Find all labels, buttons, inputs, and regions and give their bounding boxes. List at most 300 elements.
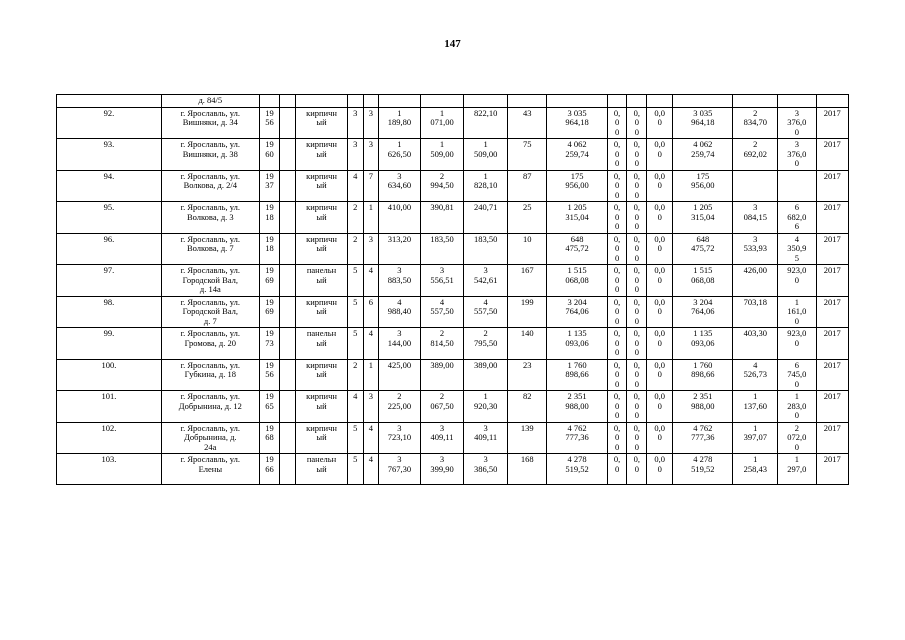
plan-year-cell-line: 2017 (823, 139, 841, 149)
total-area-cell-line: 767,30 (387, 463, 412, 474)
fund-cell-2-line: 0 (634, 158, 639, 168)
fund-cell-2-line: 0 (634, 126, 639, 137)
fund-cell-2-line: 0 (634, 274, 639, 285)
repair-cost-cell-line: 475,72 (565, 243, 589, 253)
living-area-cell-line: 1 (439, 107, 445, 118)
residential-area-cell (464, 202, 508, 234)
fund-cell-1 (607, 107, 627, 139)
total-area-cell-line: 3 (397, 265, 402, 275)
fund-cell-3 (647, 422, 673, 454)
total-area-cell-line: 988,40 (387, 306, 412, 316)
total-area-cell-line: 634,60 (387, 180, 412, 190)
fund-cell-1-line: 0, (613, 422, 621, 433)
living-area-cell (420, 170, 464, 202)
unit-cost-cell-line: 426,00 (743, 265, 767, 275)
empty-cell (280, 454, 296, 485)
empty-cell (280, 202, 296, 234)
build-year-cell-line: 19 (265, 265, 274, 275)
fund-cell-2-line: 0 (634, 189, 639, 200)
limit-cost-cell-line: 376,0 (787, 148, 807, 159)
fund-cell-2-line: 0 (634, 432, 639, 442)
entrances-cell (363, 328, 379, 360)
fund-cell-1-line: 0 (614, 180, 620, 190)
living-area-cell-line: 994,50 (430, 180, 454, 190)
owners-cost-cell (673, 422, 733, 454)
fund-cell-1-line: 0 (614, 306, 620, 316)
residents-cell-line: 167 (520, 265, 534, 275)
build-year-cell (259, 202, 280, 234)
fund-cell-2-line: 0 (634, 221, 639, 231)
total-area-cell-line: 1 (397, 139, 402, 149)
residential-area-cell (464, 107, 508, 139)
fund-cell-2-line: 0, (633, 139, 641, 149)
total-area-cell (379, 170, 421, 202)
table-row (57, 107, 849, 139)
entrances-cell-line: 3 (368, 391, 373, 401)
plan-year-cell (816, 422, 848, 454)
owners-cost-cell (673, 233, 733, 265)
limit-cost-cell-line: 0 (794, 441, 799, 452)
limit-cost-cell-line: 4 (794, 233, 799, 244)
residents-cell (507, 296, 546, 328)
table-row (57, 328, 849, 360)
living-area-cell-line: 071,00 (430, 117, 454, 127)
owners-cost-cell-line: 259,74 (691, 148, 715, 159)
fund-cell-3-line: 0,0 (654, 139, 665, 149)
residents-cell (507, 233, 546, 265)
address-cell-line: г. Ярославль, ул. (180, 328, 241, 338)
row-number-cell (57, 359, 162, 391)
wall-material-cell-line: кирпичн (306, 202, 337, 212)
address-cell (161, 359, 259, 391)
living-area-cell-line: 067,50 (430, 400, 454, 411)
fund-cell-2-line: 0 (634, 148, 639, 159)
row-number-cell-line: 92. (103, 107, 115, 118)
wall-material-cell-line: ый (316, 274, 327, 285)
fund-cell-2-line: 0, (633, 296, 641, 307)
build-year-cell-line: 69 (265, 274, 274, 285)
fund-cell-1 (607, 139, 627, 171)
owners-cost-cell-line: 964,18 (691, 117, 715, 127)
address-cell (161, 233, 259, 265)
living-area-cell-line: 390,81 (430, 202, 454, 212)
total-area-cell (379, 296, 421, 328)
entrances-cell (363, 170, 379, 202)
fund-cell-2-line: 0 (634, 252, 639, 263)
row-number-cell-line: 103. (101, 454, 117, 464)
owners-cost-cell-line: 068,08 (691, 274, 715, 285)
address-cell-line: Добрынина, д. (184, 432, 237, 442)
table-row (57, 454, 849, 485)
entrances-cell (363, 454, 379, 485)
fund-cell-1-line: 0, (613, 454, 621, 464)
repair-cost-cell (547, 422, 607, 454)
limit-cost-cell-line: 0 (794, 274, 799, 285)
fund-cell-3 (647, 391, 673, 423)
limit-cost-cell-line: 0 (794, 337, 799, 348)
limit-cost-cell (778, 202, 816, 234)
limit-cost-cell (778, 139, 816, 171)
limit-cost-cell-line: 923,0 (787, 328, 807, 338)
residential-area-cell-line: 3 (483, 422, 488, 433)
build-year-cell (259, 107, 280, 139)
wall-material-cell-line: ый (316, 337, 327, 348)
fund-cell-1-line: 0 (614, 441, 620, 452)
plan-year-cell-line: 2017 (823, 454, 841, 464)
wall-material-cell (296, 265, 348, 297)
build-year-cell-line: 19 (265, 202, 274, 212)
living-area-cell (420, 391, 464, 423)
fund-cell-2 (627, 107, 647, 139)
build-year-cell (259, 454, 280, 485)
residential-area-cell-line: 386,50 (473, 463, 498, 474)
residential-area-cell (464, 265, 508, 297)
living-area-cell-line: 389,00 (430, 359, 454, 370)
fund-cell-1-line: 0, (613, 202, 621, 212)
plan-year-cell-line: 2017 (823, 265, 841, 275)
limit-cost-cell-line: 6 (794, 221, 799, 231)
total-area-cell-line: 313,20 (387, 233, 412, 244)
total-area-cell (379, 422, 421, 454)
fund-cell-2-line: 0 (634, 369, 639, 379)
owners-cost-cell-line: 956,00 (691, 180, 715, 190)
owners-cost-cell-line: 764,06 (691, 306, 715, 316)
build-year-cell-line: 19 (265, 139, 274, 149)
build-year-cell-line: 18 (265, 211, 274, 222)
fund-cell-2 (627, 328, 647, 360)
build-year-cell-line: 66 (265, 463, 274, 474)
table-row (57, 265, 849, 297)
living-area-cell-line: 814,50 (430, 337, 454, 348)
owners-cost-cell-line: 3 204 (693, 296, 713, 307)
owners-cost-cell (673, 107, 733, 139)
residential-area-cell (464, 359, 508, 391)
empty-cell (280, 359, 296, 391)
empty-cell (280, 170, 296, 202)
fund-cell-1-line: 0 (614, 117, 620, 127)
build-year-cell-line: 19 (265, 359, 274, 370)
fund-cell-3-line: 0 (657, 400, 662, 411)
living-area-cell (420, 233, 464, 265)
entrances-cell-line: 3 (368, 139, 373, 149)
floors-cell (347, 202, 363, 234)
build-year-cell-line: 73 (265, 337, 274, 348)
fund-cell-3-line: 0 (657, 337, 662, 348)
repair-cost-cell-line: 964,18 (565, 117, 589, 127)
owners-cost-cell (673, 359, 733, 391)
address-cell-line: г. Ярославль, ул. (180, 107, 241, 118)
repair-cost-cell-line: 777,36 (565, 432, 589, 442)
address-cell-line: г. Ярославль, ул. (180, 265, 241, 275)
residents-cell (507, 170, 546, 202)
residential-area-cell (464, 296, 508, 328)
floors-cell (347, 107, 363, 139)
fund-cell-3-line: 0 (657, 211, 662, 222)
build-year-cell-line: 65 (265, 400, 274, 411)
fund-cell-2-line: 0, (633, 202, 641, 212)
limit-cost-cell-line: 682,0 (787, 211, 807, 222)
wall-material-cell-line: кирпичн (306, 391, 337, 401)
wall-material-cell-line: ый (316, 211, 327, 222)
residential-area-cell-line: 2 (483, 328, 488, 338)
row-number-cell-line: 100. (101, 359, 117, 370)
fund-cell-3 (647, 328, 673, 360)
table-row (57, 296, 849, 328)
unit-cost-cell-line: 258,43 (743, 463, 767, 474)
entrances-cell (363, 296, 379, 328)
fund-cell-2-line: 0, (633, 454, 641, 464)
residential-area-cell-line: 557,50 (473, 306, 498, 316)
plan-year-cell (816, 296, 848, 328)
fund-cell-1-line: 0 (614, 148, 620, 159)
wall-material-cell-line: ый (316, 369, 327, 379)
plan-year-cell-line: 2017 (823, 202, 841, 212)
repair-cost-cell (547, 328, 607, 360)
total-area-cell-line: 225,00 (387, 400, 412, 411)
limit-cost-cell-line: 923,0 (787, 265, 807, 275)
build-year-cell-line: 19 (265, 422, 274, 433)
fund-cell-2 (627, 296, 647, 328)
build-year-cell-line: 19 (265, 296, 274, 307)
fund-cell-3-line: 0 (657, 369, 662, 379)
floors-cell (347, 139, 363, 171)
wall-material-cell-line: панельн (306, 265, 337, 275)
row-number-cell (57, 391, 162, 423)
fund-cell-2-line: 0, (633, 265, 641, 275)
empty-cell (280, 233, 296, 265)
owners-cost-cell-line: 988,00 (691, 400, 715, 411)
limit-cost-cell (778, 233, 816, 265)
total-area-cell-line: 626,50 (387, 148, 412, 159)
row-number-cell (57, 233, 162, 265)
address-cell (161, 139, 259, 171)
repair-cost-cell-line: 898,66 (565, 369, 589, 379)
address-cell-line: д. 7 (203, 315, 217, 326)
residents-cell (507, 107, 546, 139)
limit-cost-cell-line: 0 (794, 378, 799, 389)
address-cell-line: г. Ярославль, ул. (180, 359, 241, 370)
residential-area-cell (464, 454, 508, 485)
fund-cell-1 (607, 454, 627, 485)
table-row (57, 422, 849, 454)
wall-material-cell-line: ый (316, 117, 327, 127)
unit-cost-cell-line: 526,73 (743, 369, 767, 379)
repair-cost-cell-line: 4 062 (567, 139, 587, 149)
living-area-cell (420, 107, 464, 139)
unit-cost-cell-line: 1 (753, 391, 758, 401)
limit-cost-cell-line: 5 (794, 252, 799, 263)
fund-cell-2-line: 0 (634, 243, 639, 253)
plan-year-cell-line: 2017 (823, 422, 841, 433)
address-cell (161, 296, 259, 328)
address-cell-line: г. Ярославль, ул. (180, 202, 241, 212)
entrances-cell (363, 202, 379, 234)
fund-cell-3-line: 0 (657, 243, 662, 253)
total-area-cell-line: 425,00 (387, 359, 412, 370)
fund-cell-2-line: 0 (634, 180, 639, 190)
wall-material-cell (296, 454, 348, 485)
unit-cost-cell (733, 359, 778, 391)
repair-cost-cell-line: 068,08 (565, 274, 589, 285)
floors-cell-line: 4 (353, 170, 358, 181)
plan-year-cell (816, 328, 848, 360)
residential-area-cell (464, 391, 508, 423)
fund-cell-3-line: 0 (657, 306, 662, 316)
plan-year-cell (816, 107, 848, 139)
build-year-cell (259, 391, 280, 423)
owners-cost-cell-line: 2 351 (693, 391, 713, 401)
row-number-cell-line: 102. (101, 422, 117, 433)
total-area-cell-line: 723,10 (387, 432, 412, 442)
row-number-cell-line: 96. (103, 233, 115, 244)
owners-cost-cell-line: 175 (696, 170, 710, 181)
wall-material-cell-line: кирпичн (306, 296, 337, 307)
address-cell (161, 422, 259, 454)
repair-cost-cell (547, 296, 607, 328)
floors-cell-line: 3 (353, 139, 358, 149)
wall-material-cell-line: ый (316, 400, 327, 411)
living-area-cell (420, 202, 464, 234)
owners-cost-cell-line: 4 062 (693, 139, 713, 149)
residential-area-cell-line: 4 (483, 296, 488, 307)
total-area-cell (379, 139, 421, 171)
residential-area-cell (464, 139, 508, 171)
floors-cell (347, 391, 363, 423)
address-cell-line: Вишняки, д. 34 (182, 117, 238, 127)
build-year-cell-line: 56 (265, 117, 274, 127)
owners-cost-cell-line: 093,06 (691, 337, 715, 348)
owners-cost-cell (673, 296, 733, 328)
fund-cell-2 (627, 170, 647, 202)
owners-cost-cell-line: 898,66 (691, 369, 715, 379)
floors-cell-line: 3 (353, 107, 358, 118)
floors-cell (347, 454, 363, 485)
build-year-cell-line: 19 (265, 170, 274, 181)
fund-cell-1-line: 0, (613, 296, 621, 307)
fund-cell-1 (607, 391, 627, 423)
address-cell-line: Елены (198, 463, 223, 474)
fund-cell-3 (647, 107, 673, 139)
wall-material-cell-line: ый (316, 463, 327, 474)
fund-cell-1 (607, 170, 627, 202)
empty-cell (280, 328, 296, 360)
wall-material-cell (296, 359, 348, 391)
unit-cost-cell-line: 703,18 (743, 296, 767, 307)
fund-cell-3 (647, 139, 673, 171)
plan-year-cell (816, 454, 848, 485)
unit-cost-cell (733, 107, 778, 139)
repair-cost-cell-line: 988,00 (565, 400, 589, 411)
total-area-cell (379, 454, 421, 485)
fund-cell-3-line: 0,0 (654, 296, 665, 307)
table-row (57, 95, 849, 108)
limit-cost-cell-line: 1 (794, 454, 799, 464)
owners-cost-cell (673, 202, 733, 234)
fund-cell-3-line: 0,0 (654, 202, 665, 212)
floors-cell (347, 233, 363, 265)
address-cell-line: Губкина, д. 18 (184, 369, 236, 379)
repair-cost-cell-line: 1 760 (567, 359, 587, 370)
residents-cell (507, 422, 546, 454)
plan-year-cell-line: 2017 (823, 170, 841, 181)
row-number-cell-line: 98. (103, 296, 115, 307)
living-area-cell (420, 265, 464, 297)
address-cell-line: г. Ярославль, ул. (180, 296, 241, 307)
repair-cost-cell-line: 1 135 (567, 328, 587, 338)
floors-cell (347, 296, 363, 328)
build-year-cell-line: 68 (265, 432, 274, 442)
floors-cell (347, 328, 363, 360)
limit-cost-cell-line: 0 (794, 126, 799, 137)
living-area-cell-line: 2 (439, 391, 445, 401)
repair-cost-cell-line: 648 (570, 233, 584, 244)
address-cell-line: Добрынина, д. 12 (178, 400, 242, 411)
limit-cost-cell (778, 265, 816, 297)
fund-cell-3 (647, 359, 673, 391)
fund-cell-1-line: 0, (613, 107, 621, 118)
limit-cost-cell-line: 283,0 (787, 400, 807, 411)
fund-cell-1-line: 0 (614, 211, 620, 222)
fund-cell-2-line: 0, (633, 422, 641, 433)
fund-cell-2-line: 0, (633, 107, 641, 118)
wall-material-cell-line: кирпичн (306, 422, 337, 433)
build-year-cell (259, 296, 280, 328)
owners-cost-cell-line: 315,04 (691, 211, 715, 222)
plan-year-cell-line: 2017 (823, 391, 841, 401)
build-year-cell (259, 422, 280, 454)
residential-area-cell-line: 183,50 (473, 233, 498, 244)
total-area-cell-line: 1 (397, 107, 402, 118)
unit-cost-cell-line: 3 (753, 202, 758, 212)
housing-register-table (56, 94, 849, 485)
entrances-cell (363, 139, 379, 171)
row-number-cell (57, 296, 162, 328)
fund-cell-2-line: 0, (633, 170, 641, 181)
unit-cost-cell (733, 296, 778, 328)
fund-cell-2 (627, 422, 647, 454)
row-number-cell-line: 95. (103, 202, 115, 212)
owners-cost-cell (673, 170, 733, 202)
total-area-cell (379, 265, 421, 297)
total-area-cell (379, 233, 421, 265)
fund-cell-1-line: 0 (614, 347, 620, 357)
fund-cell-2-line: 0 (634, 284, 639, 294)
unit-cost-cell-line: 533,93 (743, 243, 767, 253)
owners-cost-cell (673, 328, 733, 360)
unit-cost-cell (733, 391, 778, 423)
fund-cell-1 (607, 328, 627, 360)
wall-material-cell-line: ый (316, 148, 327, 159)
unit-cost-cell (733, 202, 778, 234)
fund-cell-1 (607, 359, 627, 391)
row-number-cell-line: 94. (103, 170, 115, 181)
fund-cell-1-line: 0 (614, 158, 620, 168)
fund-cell-1-line: 0, (613, 233, 621, 244)
owners-cost-cell (673, 139, 733, 171)
fund-cell-3-line: 0,0 (654, 265, 665, 275)
floors-cell-line: 5 (353, 296, 358, 307)
repair-cost-cell (547, 233, 607, 265)
limit-cost-cell-line: 376,0 (787, 117, 807, 127)
wall-material-cell-line: кирпичн (306, 359, 337, 370)
build-year-cell-line: 19 (265, 391, 274, 401)
fund-cell-2-line: 0 (634, 337, 639, 348)
address-cell-line: Городской Вал, (182, 306, 238, 316)
residents-cell-line: 168 (520, 454, 534, 464)
floors-cell-line: 5 (353, 265, 358, 275)
floors-cell-line: 5 (353, 422, 358, 433)
owners-cost-cell-line: 777,36 (691, 432, 715, 442)
